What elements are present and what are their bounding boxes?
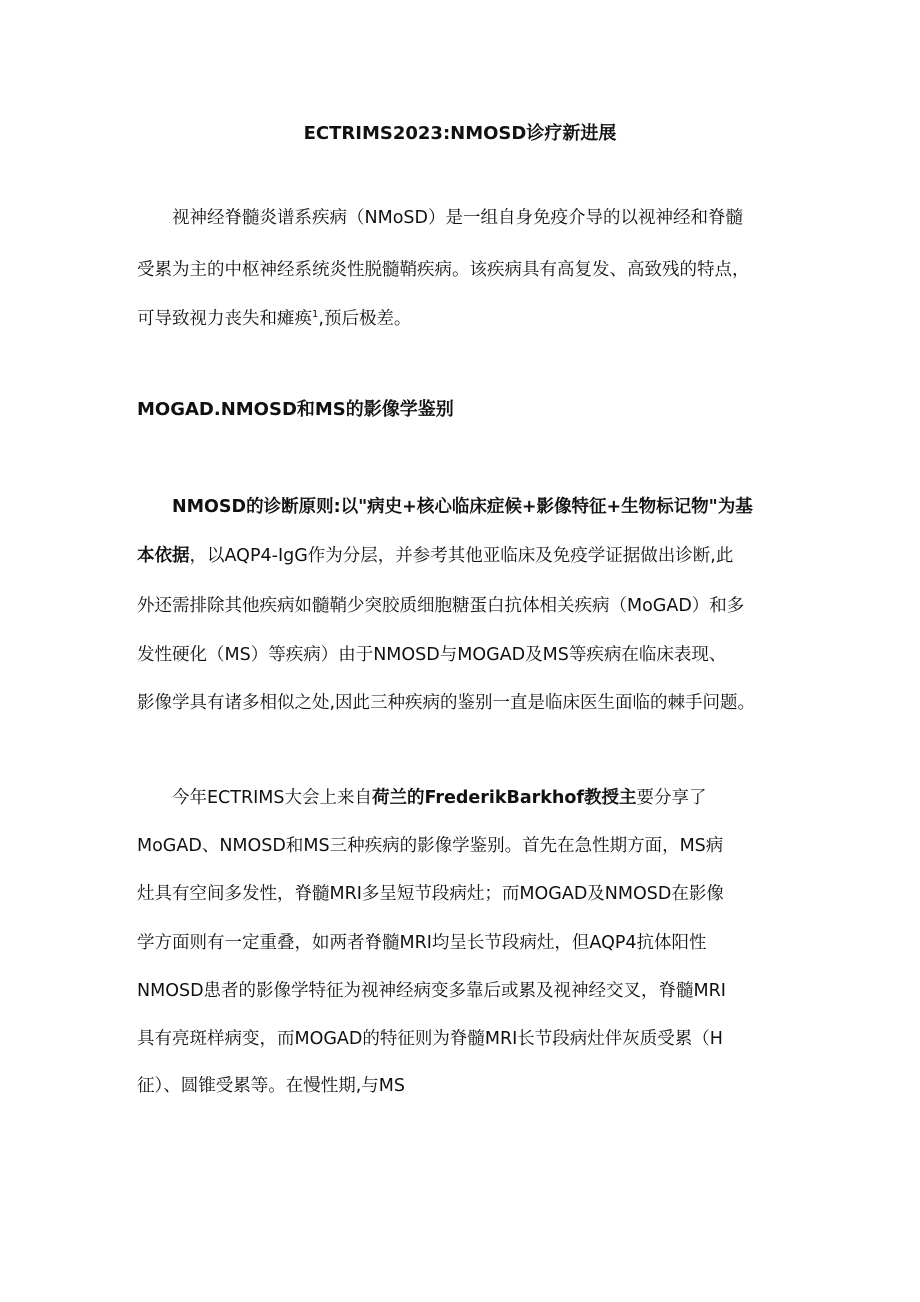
- ectrims-line-4: 学方面则有一定重叠，如两者脊髓MRI均呈长节段病灶，但AQP4抗体阳性: [137, 933, 707, 953]
- intro-line-3-text: 可导致视力丧失和瘫痪: [137, 309, 312, 329]
- ectrims-line-7: 征）、圆锥受累等。在慢性期,与MS: [137, 1076, 406, 1096]
- diagnosis-line-3: 外还需排除其他疾病如髓鞘少突胶质细胞糖蛋白抗体相关疾病（MoGAD）和多: [137, 596, 745, 616]
- ectrims-line-2: MoGAD、NMOSD和MS三种疾病的影像学鉴别。首先在急性期方面，MS病: [137, 836, 724, 856]
- section-heading: MOGAD.NMOSD和MS的影像学鉴别: [137, 399, 454, 420]
- diagnosis-line-5: 影像学具有诸多相似之处,因此三种疾病的鉴别一直是临床医生面临的棘手问题。: [137, 693, 756, 713]
- diagnosis-line-1: NMOSD的诊断原则:以"病史+核心临床症候+影像特征+生物标记物"为基: [172, 497, 753, 517]
- ectrims-line-6: 具有亮斑样病变，而MOGAD的特征则为脊髓MRI长节段病灶伴灰质受累（H: [137, 1029, 723, 1049]
- diagnosis-line-4: 发性硬化（MS）等疾病）由于NMOSD与MOGAD及MS等疾病在临床表现、: [137, 645, 727, 665]
- ectrims-line-5: NMOSD患者的影像学特征为视神经病变多靠后或累及视神经交叉，脊髓MRI: [137, 981, 726, 1001]
- intro-line-3: [137, 304, 411, 334]
- intro-line-3-end: ,预后极差。: [318, 309, 412, 329]
- ectrims-line-1: [172, 783, 707, 813]
- intro-line-2: 受累为主的中枢神经系统炎性脱髓鞘疾病。该疾病具有高复发、高致残的特点，: [137, 260, 750, 280]
- diagnosis-bold-text: 本依据: [137, 546, 190, 566]
- intro-line-1: 视神经脊髓炎谱系疾病（NMoSD）是一组自身免疫介导的以视神经和脊髓: [172, 208, 743, 228]
- footnote-ref: 1: [312, 309, 319, 320]
- ectrims-line-1-text: 今年ECTRIMS大会上来自: [172, 788, 372, 808]
- ectrims-line-1-end: 要分享了: [636, 788, 707, 808]
- ectrims-bold-text: 荷兰的FrederikBarkhof教授主: [372, 788, 637, 808]
- diagnosis-line-2: [137, 541, 733, 571]
- document-title: ECTRIMS2023:NMOSD诊疗新进展: [303, 123, 617, 144]
- diagnosis-line-2-text: ，以AQP4-IgG作为分层，并参考其他亚临床及免疫学证据做出诊断,此: [189, 546, 734, 566]
- ectrims-line-3: 灶具有空间多发性，脊髓MRI多呈短节段病灶；而MOGAD及NMOSD在影像: [137, 884, 724, 904]
